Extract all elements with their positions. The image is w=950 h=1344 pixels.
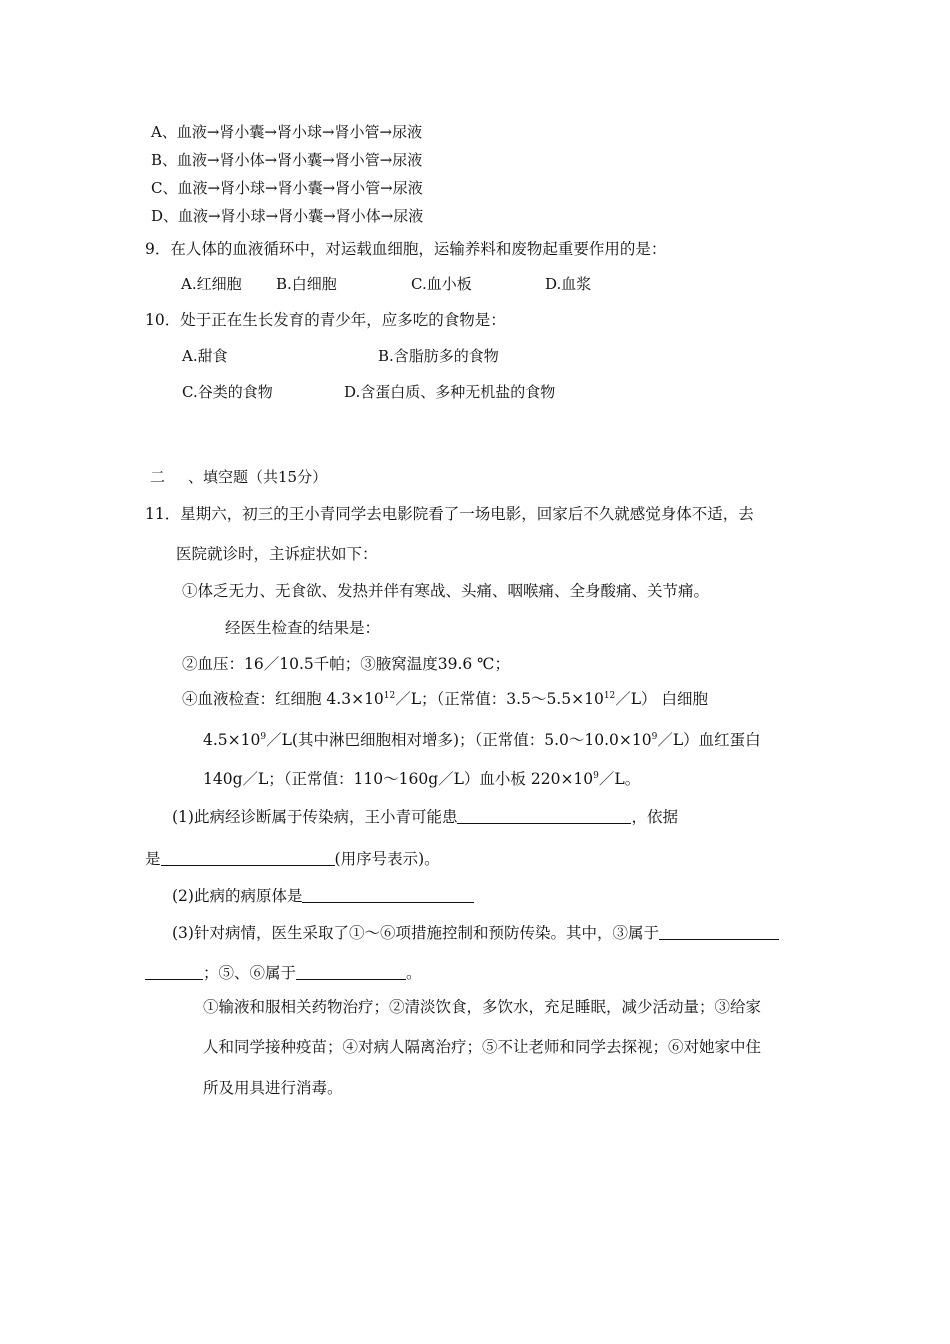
blood-rbc-normal: ／L；（正常值：3.5～5.5×10 bbox=[395, 690, 604, 708]
blood-wbc-value: 4.5×10 bbox=[203, 731, 261, 749]
q11-sub1-line1 bbox=[172, 807, 678, 827]
disease-answer-blank[interactable] bbox=[457, 808, 631, 824]
pathogen-answer-blank[interactable] bbox=[302, 887, 474, 903]
q11-measures-line1: ①输液和服相关药物治疗；②清淡饮食，多饮水，充足睡眠，减少活动量；③给家 bbox=[203, 998, 762, 1016]
blood-hb-platelet: 140g／L；（正常值：110～160g／L）血小板 220×10 bbox=[203, 770, 594, 788]
sub1-basis: ，依据 bbox=[631, 808, 678, 826]
sub1-is: 是 bbox=[145, 850, 161, 868]
q10-stem: 10．处于正在生长发育的青少年，应多吃的食物是： bbox=[145, 311, 506, 329]
q11-measures-line2: 人和同学接种疫苗；④对病人隔离治疗；⑤不让老师和同学去探视；⑥对她家中住 bbox=[203, 1038, 762, 1056]
q11-symptom-1: ①体乏无力、无食欲、发热并伴有寒战、头痛、咽喉痛、全身酸痛、关节痛。 bbox=[182, 582, 710, 600]
sub3-text: (3)针对病情，医生采取了①～⑥项措施控制和预防传染。其中，③属于 bbox=[172, 924, 659, 942]
section-title: 、填空题（共15分） bbox=[188, 468, 328, 486]
sub3-text-2: ；⑤、⑥属于 bbox=[203, 964, 297, 982]
basis-answer-blank[interactable] bbox=[161, 850, 335, 866]
q11-symptom-2: ②血压：16／10.5千帕；③腋窝温度39.6 ℃； bbox=[182, 655, 511, 673]
sub1-text: (1)此病经诊断属于传染病，王小青可能患 bbox=[172, 808, 458, 826]
q11-stem-line1: 11．星期六，初三的王小青同学去电影院看了一场电影，回家后不久就感觉身体不适，去 bbox=[145, 505, 754, 523]
q9-option-d: D.血浆 bbox=[545, 275, 592, 293]
exponent: 9 bbox=[593, 771, 599, 781]
q11-sub3-line2 bbox=[145, 963, 422, 983]
q9-option-c: C.血小板 bbox=[411, 275, 472, 293]
blood-unit: ／L。 bbox=[598, 770, 641, 788]
sub3-end: 。 bbox=[406, 964, 422, 982]
exponent: 9 bbox=[260, 732, 267, 742]
blood-wbc-label: ／L） 白细胞 bbox=[615, 690, 708, 708]
q10-option-b: B.含脂肪多的食物 bbox=[378, 347, 499, 365]
q11-blood-line1 bbox=[182, 689, 708, 709]
q11-stem-line2: 医院就诊时，主诉症状如下： bbox=[176, 545, 378, 563]
q8-option-c: C、血液→肾小球→肾小囊→肾小管→尿液 bbox=[151, 179, 423, 197]
q9-option-b: B.白细胞 bbox=[276, 275, 337, 293]
q10-option-a: A.甜食 bbox=[182, 347, 228, 365]
sub1-hint: (用序号表示)。 bbox=[334, 850, 440, 868]
q10-option-d: D.含蛋白质、多种无机盐的食物 bbox=[344, 383, 556, 401]
q8-option-b: B、血液→肾小体→肾小囊→肾小管→尿液 bbox=[151, 151, 423, 169]
q8-option-d: D、血液→肾小球→肾小囊→肾小体→尿液 bbox=[151, 207, 424, 225]
blood-rbc-value: ④血液检查：红细胞 4.3×10 bbox=[182, 690, 384, 708]
measure3-answer-blank-cont[interactable] bbox=[145, 964, 203, 980]
exponent: 12 bbox=[603, 691, 616, 701]
exponent: 12 bbox=[383, 691, 396, 701]
measure56-answer-blank[interactable] bbox=[296, 964, 406, 980]
q9-option-a: A.红细胞 bbox=[181, 275, 242, 293]
q11-measures-line3: 所及用具进行消毒。 bbox=[203, 1079, 343, 1097]
measure3-answer-blank[interactable] bbox=[659, 924, 779, 940]
q11-sub3-line1 bbox=[172, 923, 779, 943]
q10-option-c: C.谷类的食物 bbox=[182, 383, 273, 401]
blood-wbc-normal: ／L(其中淋巴细胞相对增多)；（正常值：5.0～10.0×10 bbox=[266, 731, 652, 749]
sub2-text: (2)此病的病原体是 bbox=[172, 887, 303, 905]
q11-sub2 bbox=[172, 886, 474, 906]
q11-blood-line3 bbox=[203, 769, 640, 789]
q11-exam-intro: 经医生检查的结果是： bbox=[225, 619, 381, 637]
q11-blood-line2 bbox=[203, 730, 761, 750]
blood-hb-label: ／L）血红蛋白 bbox=[657, 731, 761, 749]
exponent: 9 bbox=[651, 732, 658, 742]
q11-sub1-line2 bbox=[145, 849, 440, 869]
section-number: 二 bbox=[150, 468, 166, 486]
q8-option-a: A、血液→肾小囊→肾小球→肾小管→尿液 bbox=[151, 123, 423, 141]
q9-stem: 9．在人体的血液循环中，对运载血细胞，运输养料和废物起重要作用的是： bbox=[145, 240, 667, 258]
